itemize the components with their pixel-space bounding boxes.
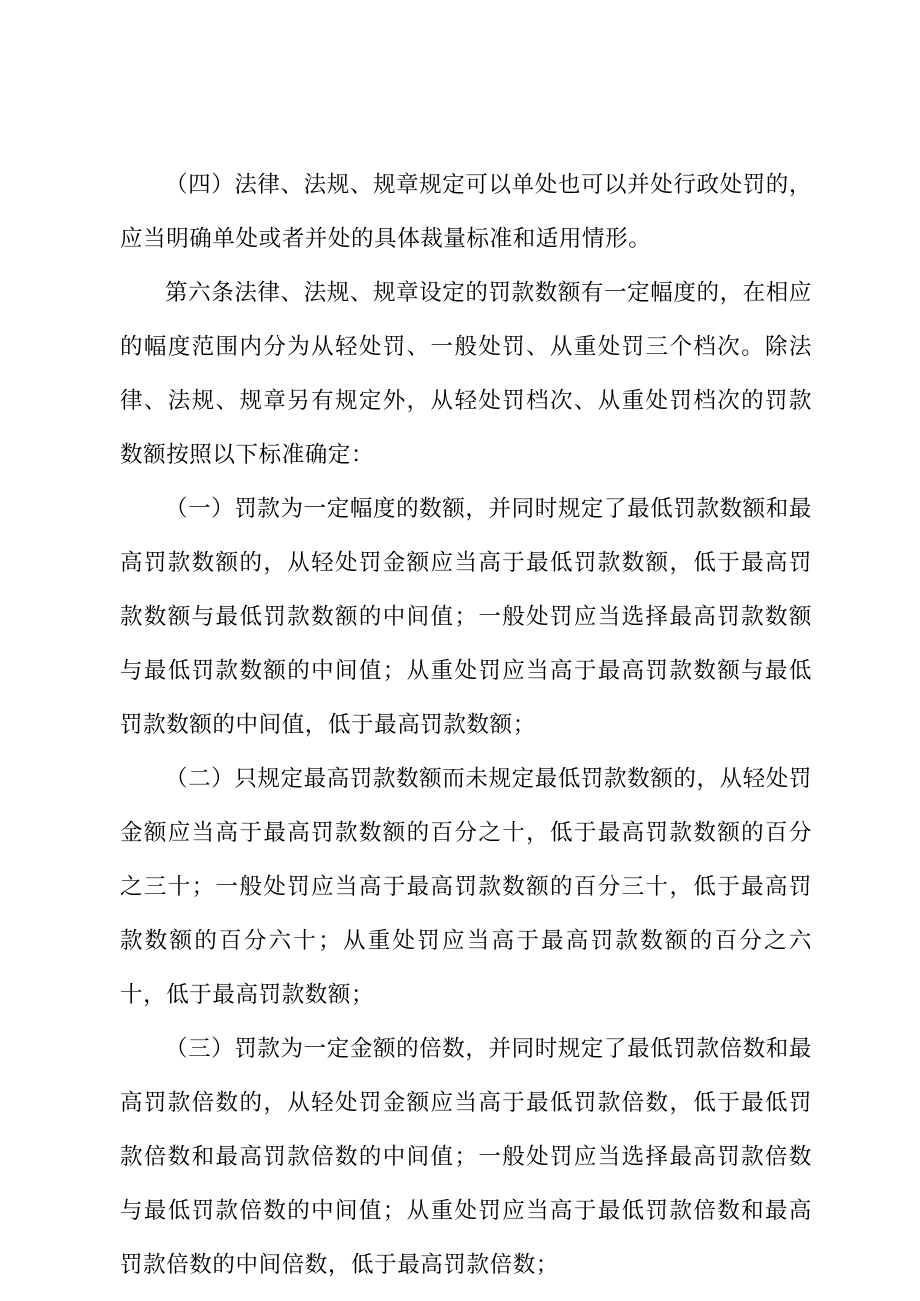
document-body	[120, 158, 812, 1292]
paragraph-item-2: （二）只规定最高罚款数额而未规定最低罚款数额的，从轻处罚金额应当高于最高罚款数额的百分之十，低于最高罚款数额的百分之三十；一般处罚应当高于最高罚款数额的百分三十，低于最高罚款数额的百分六十；从重处罚应当高于最高罚款数额的百分之六十，低于最高罚款数额；	[120, 766, 812, 1008]
paragraph-item-4: （四）法律、法规、规章规定可以单处也可以并处行政处罚的，应当明确单处或者并处的具体裁量标准和适用情形。	[120, 172, 812, 252]
paragraph-item-3: （三）罚款为一定金额的倍数，并同时规定了最低罚款倍数和最高罚款倍数的，从轻处罚金额应当高于最低罚款倍数，低于最低罚款倍数和最高罚款倍数的中间值；一般处罚应当选择最高罚款倍数与最低罚款倍数的中间值；从重处罚应当高于最低罚款倍数和最高罚款倍数的中间倍数，低于最高罚款倍数；	[120, 1036, 812, 1278]
paragraph-article-6: 第六条法律、法规、规章设定的罚款数额有一定幅度的，在相应的幅度范围内分为从轻处罚、一般处罚、从重处罚三个档次。除法律、法规、规章另有规定外，从轻处罚档次、从重处罚档次的罚款数额按照以下标准确定：	[120, 280, 812, 468]
paragraph-item-1: （一）罚款为一定幅度的数额，并同时规定了最低罚款数额和最高罚款数额的，从轻处罚金额应当高于最低罚款数额，低于最高罚款数额与最低罚款数额的中间值；一般处罚应当选择最高罚款数额与最低罚款数额的中间值；从重处罚应当高于最高罚款数额与最低罚款数额的中间值，低于最高罚款数额；	[120, 496, 812, 738]
